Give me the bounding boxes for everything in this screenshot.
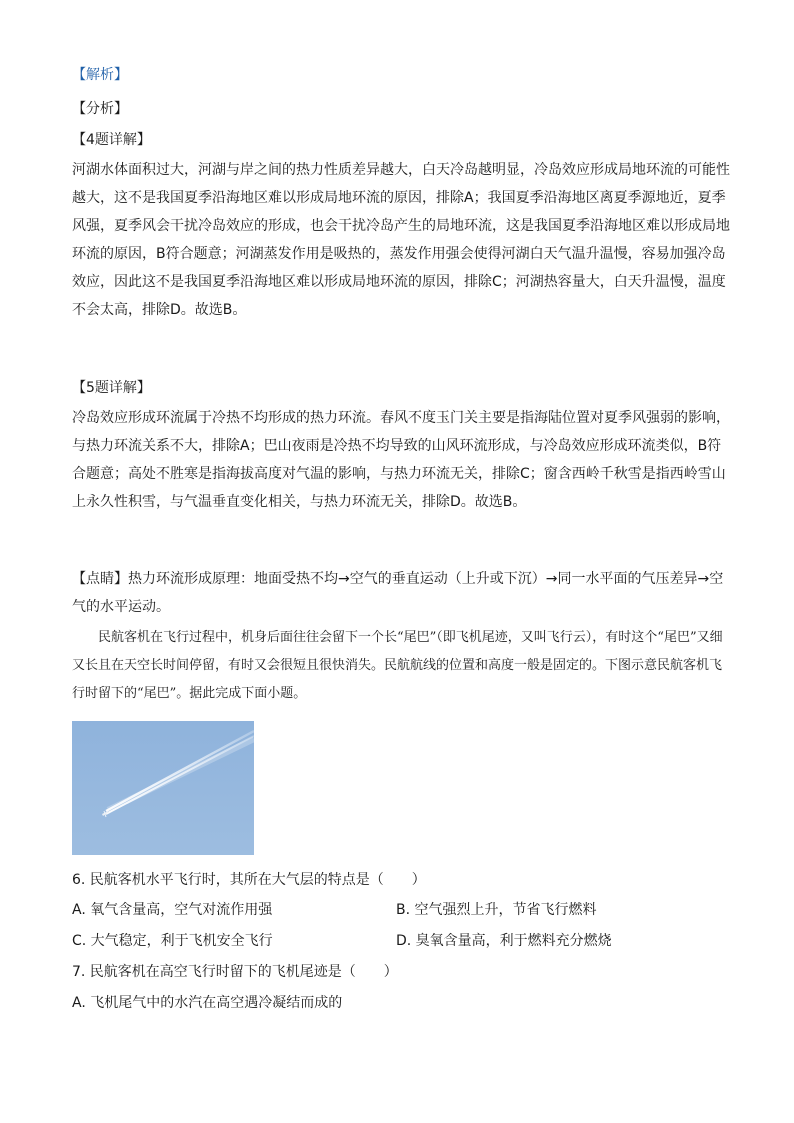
q6-option-d: D. 臭氧含量高，利于燃料充分燃烧 — [396, 933, 612, 949]
q6-stem: 6. 民航客机水平飞行时，其所在大气层的特点是（ ） — [72, 872, 426, 888]
airplane-contrail-photo — [72, 721, 254, 855]
dianjing-label: 【点睛】 — [72, 571, 128, 587]
q5-detail-text: 冷岛效应形成环流属于冷热不均形成的热力环流。春风不度玉门关主要是指海陆位置对夏季风强弱的影响，与热力环流关系不大，排除A；巴山夜雨是冷热不均导致的山风环流形成，与冷岛效应形成环流类似，B符合题意；高处不胜寒是指海拔高度对气温的影响，与热力环流无关，排除C；窗含西岭千秋雪是指西岭雪山上永久性积雪，与气温垂直变化相关，与热力环流无关，排除D。故选B。 — [72, 410, 730, 510]
dianjing-paragraph — [72, 565, 732, 621]
fenxi-heading: 【分析】 — [72, 101, 128, 117]
jiexi-heading: 【解析】 — [72, 67, 128, 83]
q6-option-a: A. 氧气含量高，空气对流作用强 — [72, 902, 273, 918]
reading-passage: 民航客机在飞行过程中，机身后面往往会留下一个长“尾巴”（即飞机尾迹，又叫飞行云），有时这个“尾巴”又细又长且在天空长时间停留，有时又会很短且很快消失。民航航线的位置和高度一般是固定的。下图示意民航客机飞行时留下的“尾巴”。据此完成下面小题。 — [72, 630, 723, 701]
q7-stem: 7. 民航客机在高空飞行时留下的飞机尾迹是（ ） — [72, 964, 398, 980]
q6-option-b: B. 空气强烈上升，节省飞行燃料 — [396, 902, 597, 918]
q7-option-a: A. 飞机尾气中的水汽在高空遇冷凝结而成的 — [72, 995, 343, 1011]
q4-detail-text: 河湖水体面积过大，河湖与岸之间的热力性质差异越大，白天冷岛越明显，冷岛效应形成局地环流的可能性越大，这不是我国夏季沿海地区难以形成局地环流的原因，排除A；我国夏季沿海地区离夏季源地近，夏季风强，夏季风会干扰冷岛效应的形成，也会干扰冷岛产生的局地环流，这是我国夏季沿海地区难以形成局地环流的原因，B符合题意；河湖蒸发作用是吸热的，蒸发作用强会使得河湖白天气温升温慢，容易加强冷岛效应，因此这不是我国夏季沿海地区难以形成局地环流的原因，排除C；河湖热容量大，白天升温慢，温度不会太高，排除D。故选B。 — [72, 162, 730, 318]
q5-detail-heading: 【5题详解】 — [72, 380, 151, 396]
q6-option-c: C. 大气稳定，利于飞机安全飞行 — [72, 933, 273, 949]
dianjing-text: 热力环流形成原理：地面受热不均→空气的垂直运动（上升或下沉）→同一水平面的气压差异→空气的水平运动。 — [72, 571, 724, 615]
contrail-illustration — [72, 721, 254, 855]
q4-detail-heading: 【4题详解】 — [72, 132, 151, 148]
